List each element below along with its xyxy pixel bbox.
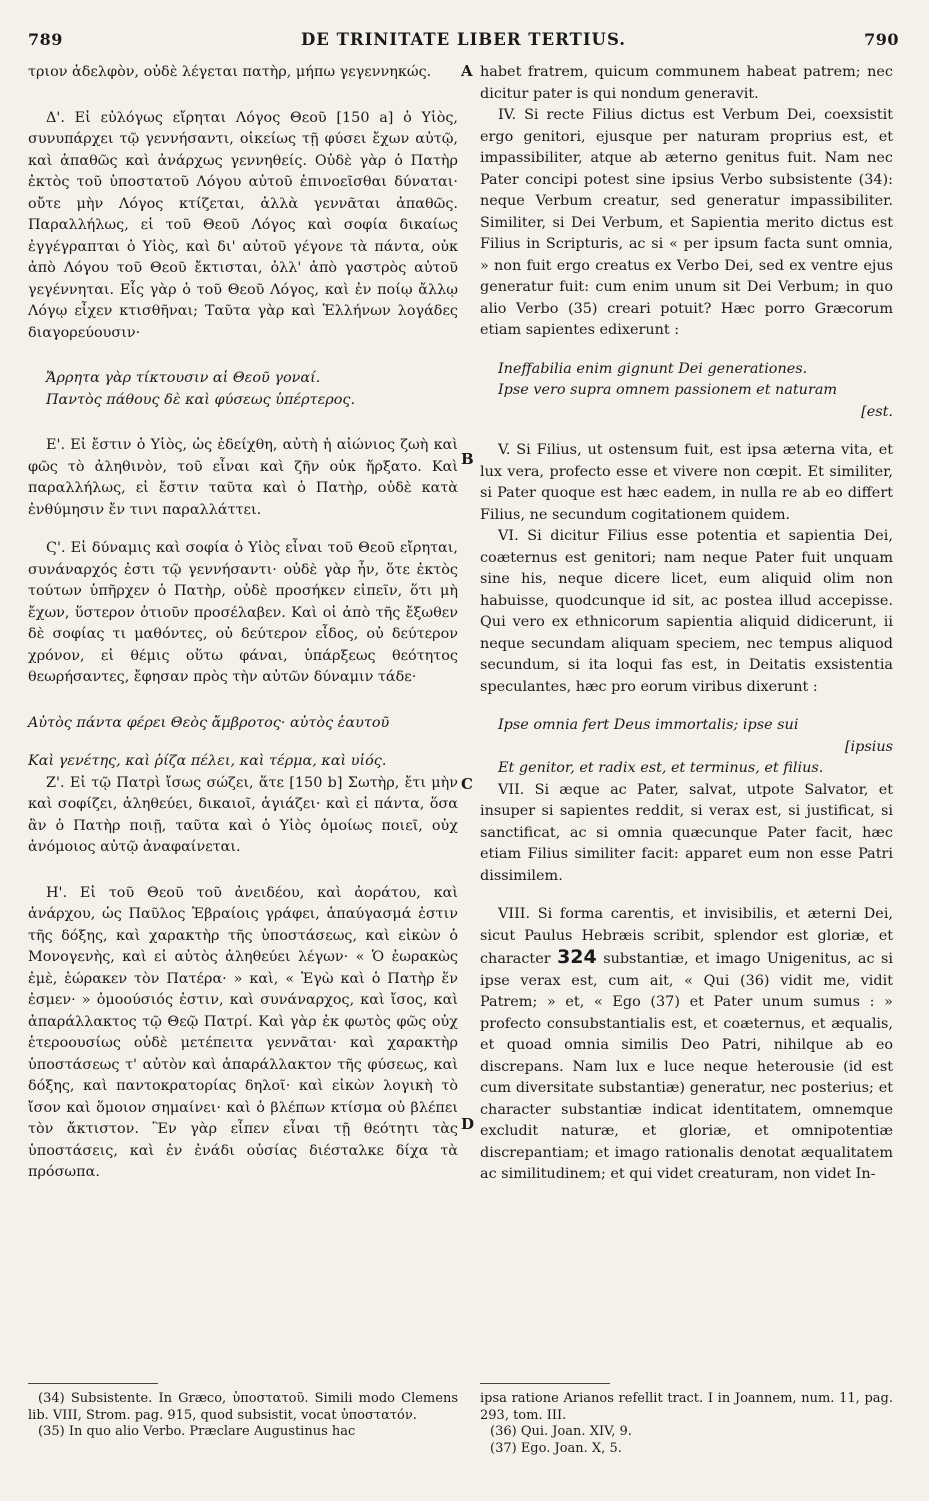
footnote-36: (36) Qui. Joan. XIV, 9. [490, 1424, 632, 1439]
margin-letter-c: C [461, 775, 473, 793]
running-title: DE TRINITATE LIBER TERTIUS. [300, 30, 627, 49]
latin-paragraph-vii: VII. Si æque ac Pater, salvat, utpote Salvator, et insuper si sapientes reddit, si verax est, si justificat, si sanctificat, ac si omnia quæcunque Pater facit, hæc etiam Filius similiter facit: apparet eum non esse Patri dissimilem. [480, 781, 893, 884]
margin-letter-a: A [461, 62, 473, 80]
greek-paragraph-0: τριον ἀδελφὸν, οὐδὲ λέγεται πατὴρ, μήπω γεγεννηκώς. [28, 64, 432, 80]
greek-paragraph-5: Ε'. Εἰ ἔστιν ὁ Υἱὸς, ὡς ἐδείχθη, αὐτὴ ἡ αἰώνιος ζωὴ καὶ φῶς τὸ ἀληθινὸν, τοῦ εἶναι καὶ ζῆν οὐκ ἤρξατο. Καὶ παραλλήλως, εἰ ἔστιν ταῦτα καὶ ὁ Πατὴρ, οὐδὲ κατὰ ἐνθύμησιν ἔν τινι παραλλάττει. [28, 437, 458, 518]
greek-verse-2-line-1: Αὐτὸς πάντα φέρει Θεὸς ἄμβροτος· αὐτὸς ἑαυτοῦ [28, 714, 390, 731]
footnotes-left [28, 1391, 458, 1441]
footnote-rule-right [480, 1383, 610, 1384]
margin-letter-d: D [461, 1115, 475, 1133]
latin-verse-2-line-2: Et genitor, et radix est, et terminus, et filius. [498, 760, 824, 776]
margin-letter-b: B [461, 450, 474, 468]
page-number-right: 790 [864, 30, 899, 49]
greek-verse-2-line-2: Καὶ γενέτης, καὶ ῥίζα πέλει, καὶ τέρμα, καὶ υἱός. [28, 753, 387, 769]
page-number-left: 789 [28, 30, 63, 49]
latin-verse-1-line-2-turnover: [est. [861, 403, 893, 420]
latin-paragraph-viii [480, 904, 893, 1186]
latin-paragraph-iv: IV. Si recte Filius dictus est Verbum Dei, coexsistit ergo genitori, ejusque per naturam proprius est, et impassibiliter, atque ab æterno genitus fuit. Nam nec Pater concipi potest sine ipsius Verbo subsistente (34): neque Verbum creatur, sed generatur impassibiliter. Similiter, si Dei Verbum, et Sapientia merito dictus est Filius in Scripturis, ac si « per ipsum facta sunt omnia, » non fuit ergo creatus ex Verbo Dei, sed ex ventre ejus generatur fuit: cum enim unum sit Dei Verbum; in quo alio Verbo (35) creari potuit? Hæc porro Græcorum etiam sapientes edixerunt : [480, 107, 893, 338]
latin-verse-2-line-1-text: Ipse omnia fert Deus immortalis; ipse sui [498, 717, 799, 733]
greek-column [28, 62, 458, 1184]
greek-paragraph-8: Η'. Εἰ τοῦ Θεοῦ τοῦ ἀνειδέου, καὶ ἀοράτου, καὶ ἀνάρχου, ὡς Παῦλος Ἑβραίοις γράφει, ἀπαύγασμά ἐστιν τῆς δόξης, καὶ χαρακτὴρ τῆς ὑποστάσεως, καὶ εἰκὼν ὁ Μονογενὴς, καὶ εἰ αὐτὸς ἀληθεύει λέγων· « Ὁ ἑωρακὼς ἐμὲ, ἑώρακεν τὸν Πατέρα· » καὶ, « Ἐγὼ καὶ ὁ Πατὴρ ἕν ἐσμεν· » ὁμοούσιός ἐστιν, καὶ συνάναρχος, καὶ ἴσος, καὶ ἀπαράλλακτος τῷ Θεῷ Πατρί. Καὶ γὰρ ἐκ φωτὸς φῶς οὐχ ἑτεροουσίως οὐδὲ μετέπειτα γεννᾶται· καὶ χαρακτὴρ ὑποστάσεως τ' αὐτὸν καὶ ἀπαράλλακτον τῆς φύσεως, καὶ δόξης, καὶ παντοκρατορίας δηλοῖ· καὶ εἰκὼν λογικὴ τὸ ἴσον καὶ ὅμοιον σημαίνει· καὶ ὁ βλέπων κτίσμα οὐ βλέπει τὸν ἄκτιστον. Ἓν γὰρ εἶπεν εἶναι τῇ θεότητι τὰς ὑποστάσεις, καὶ ἐν ἐνάδι οὐσίας διέσταλκε δίχα τὰ πρόσωπα. [28, 884, 458, 1180]
edition-column-number: 324 [557, 946, 597, 968]
latin-verse-1-line-2-text: Ipse vero supra omnem passionem et naturam [498, 382, 838, 398]
latin-verse-1-line-1: Ineffabilia enim gignunt Dei generationes. [498, 360, 808, 377]
latin-paragraph-v: V. Si Filius, ut ostensum fuit, est ipsa æterna vita, et lux vera, profecto esse et vivere non cœpit. Et similiter, si Pater quoque est hæc eadem, in nulla re ab eo differt Filius, ne secundum cogitationem quidem. [480, 442, 893, 523]
footnotes-right [480, 1391, 893, 1457]
greek-paragraph-6: Ϛ'. Εἰ δύναμις καὶ σοφία ὁ Υἱὸς εἶναι τοῦ Θεοῦ εἴρηται, συνάναρχός ἐστι τῷ γεννήσαντι· οὐδὲ γὰρ ἦν, ὅτε ἐκτὸς τούτων ὑπῆρχεν ὁ Πατὴρ, οὐδὲ προσήκεν εἰπεῖν, ὅτι μὴ ἔχων, ὕστερον ὁτιοῦν προσέλαβεν. Καὶ οἱ ἀπὸ τῆς ἔξωθεν δὲ σοφίας τι μαθόντες, οὐ δεύτερον εἶδος, οὐ δεύτερον χρόνον, εἰ θέμις οὕτω φάναι, ὑπάρξεως θεότητος θεωρήσαντες, ἔφησαν πρὸς τὴν αὐτῶν δύναμιν τάδε· [28, 540, 458, 685]
latin-paragraph-viii-part-1: VIII. Si forma carentis, et invisibilis, et æterni Dei, sicut Paulus Hebræis scribit, splendor est gloriæ, et character [480, 906, 893, 967]
latin-verse-2-line-1 [480, 715, 893, 758]
latin-column [480, 62, 893, 1186]
latin-verse-1-line-2 [480, 380, 893, 423]
greek-verse-1-line-2: Παντὸς πάθους δὲ καὶ φύσεως ὑπέρτερος. [46, 391, 356, 408]
footnote-35-continued: ipsa ratione Arianos refellit tract. I in Joannem, num. 11, pag. 293, tom. III. [480, 1391, 893, 1423]
footnote-37: (37) Ego. Joan. X, 5. [490, 1440, 622, 1456]
latin-paragraph-0: habet fratrem, quicum communem habeat patrem; nec dicitur pater is qui nondum generavit. [480, 64, 893, 102]
latin-verse-2-line-1-turnover: [ipsius [844, 738, 893, 755]
footnote-34: (34) Subsistente. In Græco, ὑποστατοῦ. Simili modo Clemens lib. VIII, Strom. pag. 915, quod subsistit, vocat ὑποστατόν. [28, 1391, 458, 1423]
greek-paragraph-7: Ζ'. Εἰ τῷ Πατρὶ ἴσως σώζει, ἅτε [150 b] Σωτὴρ, ἔτι μὴν καὶ σοφίζει, ἀληθεύει, δικαιοῖ, ἁγιάζει· καὶ εἰ πάντα, ὅσα ἂν ὁ Πατὴρ ποιῇ, ταῦτα καὶ ὁ Υἱὸς ὁμοίως ποιεῖ, οὐχ ἀνόμοιος αὐτῷ ἀναφαίνεται. [28, 774, 458, 855]
footnote-35: (35) In quo alio Verbo. Præclare Augustinus hac [38, 1424, 356, 1439]
latin-paragraph-vi: VI. Si dicitur Filius esse potentia et sapientia Dei, coæternus est genitori; nam neque Pater fuit unquam sine his, neque dicere licet, eum aliquid olim non habuisse, quodcunque id sit, ac postea illud accepisse. Qui vero ex ethnicorum sapientia aliquid didicerunt, ii neque secundam aliquam speciem, nec tempus aliquod secundum, si ita loqui fas est, in Deitatis exsistentia speculantes, hæc pro eorum viribus dixerunt : [480, 528, 893, 695]
page-header [28, 30, 899, 56]
greek-paragraph-4: Δ'. Εἰ εὐλόγως εἴρηται Λόγος Θεοῦ [150 a] ὁ Υἱὸς, συνυπάρχει τῷ γεννήσαντι, οἰκείως τῇ φύσει ἔχων αὐτῷ, καὶ ἀπαθῶς καὶ ἀνάρχως γεννηθείς. Οὐδὲ γὰρ ὁ Πατὴρ ἐκτὸς τοῦ ὑποστατοῦ Λόγου αὐτοῦ ἐπινοεῖσθαι δύναται· οὔτε μὴν Λόγος κτίζεται, ἀλλὰ γεννᾶται ἀπαθῶς. Παραλλήλως, εἰ τοῦ Θεοῦ Λόγος καὶ σοφία δικαίως ἐγγέγραπται ὁ Υἱὸς, καὶ δι' αὐτοῦ γέγονε τὰ πάντα, οὐκ ἀπὸ Λόγου τοῦ Θεοῦ ἔκτισται, ὀλλ' ἀπὸ γαστρὸς αὐτοῦ γεγέννηται. Εἷς γὰρ ὁ τοῦ Θεοῦ Λόγος, καὶ ἐν ποίῳ ἄλλῳ Λόγῳ εἶχεν κτισθῆναι; Ταῦτα γὰρ καὶ Ἑλλήνων λογάδες διαγορεύουσιν· [28, 109, 458, 341]
footnote-rule-left [28, 1383, 158, 1384]
latin-paragraph-viii-part-2: substantiæ, et imago Unigenitus, ac si ipse verax est, cum ait, « Qui (36) vidit me, vidit Patrem; » et, « Ego (37) et Pater unum sumus : » profecto consubstantialis est, et coæternus, et æqualis, et quoad omnia similis Deo Patri, nihilque ab eo discrepans. Nam lux e luce neque heterousie (id est cum diversitate substantiæ) generatur, nec posterius; et character substantiæ indicat identitatem, omnemque excludit naturæ, et gloriæ, et omnipotentiæ discrepantiam; et imago rationalis denotat æqualitatem ac similitudinem; et qui videt creaturam, non videt In- [480, 951, 894, 1182]
greek-verse-1-line-1: Ἄρρητα γὰρ τίκτουσιν αἱ Θεοῦ γοναί. [46, 370, 321, 386]
